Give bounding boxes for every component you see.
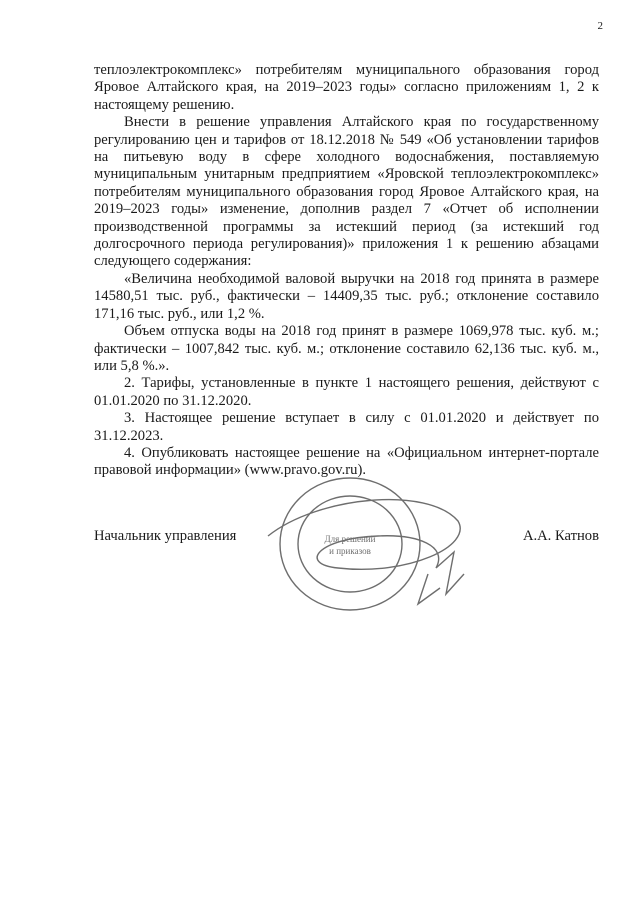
paragraph-3: «Величина необходимой валовой выручки на 2018 год принята в размере 14580,51 тыс. руб., фактически – 14409,35 тыс. руб.; отклонение составило 171,16 тыс. руб., или 1,2 %. <box>94 270 599 322</box>
paragraph-5: 2. Тарифы, установленные в пункте 1 настоящего решения, действуют с 01.01.2020 по 31.12.2020. <box>94 375 599 409</box>
paragraph-4: Объем отпуска воды на 2018 год принят в размере 1069,978 тыс. куб. м.; фактически – 1007,842 тыс. куб. м.; отклонение составило 62,136 тыс. куб. м., или 5,8 %.». <box>94 323 599 374</box>
stamp-text-2: и приказов <box>329 546 371 556</box>
document-body <box>94 62 599 480</box>
page-number: 2 <box>597 20 603 32</box>
stamp-inner-ring <box>298 496 402 592</box>
stamp-outer-ring <box>280 478 420 610</box>
paragraph-7: 4. Опубликовать настоящее решение на «Официальном интернет-портале правовой информации» (www.pravo.gov.ru). <box>94 444 599 479</box>
paragraph-6: 3. Настоящее решение вступает в силу с 01.01.2020 и действует по 31.12.2023. <box>94 410 599 444</box>
official-stamp-signature <box>258 476 478 641</box>
signature-name: А.А. Катнов <box>522 528 599 544</box>
paragraph-1: теплоэлектрокомплекс» потребителям муниципального образования город Яровое Алтайского края, на 2019–2023 годы» согласно приложениям 1, 2 к настоящему решению. <box>94 62 599 113</box>
signature-title: Начальник управления <box>94 528 237 544</box>
stamp-text: Для решений <box>324 534 376 544</box>
paragraph-2: Внести в решение управления Алтайского края по государственному регулированию цен и тарифов от 18.12.2018 № 549 «Об установлении тарифов на питьевую воду в сфере холодного водоснабжения, поставляемую муниципальным унитарным предприятием «Яровской теплоэлектрокомплекс» потребителям муниципального образования город Яровое Алтайского края, на 2019–2023 годы» изменение, дополнив раздел 7 «Отчет об исполнении производственной программы за истекший период (за истекший год долгосрочного периода регулирования)» приложения 1 к решению абзацами следующего содержания: <box>94 114 599 270</box>
signature-flourish <box>418 574 440 604</box>
